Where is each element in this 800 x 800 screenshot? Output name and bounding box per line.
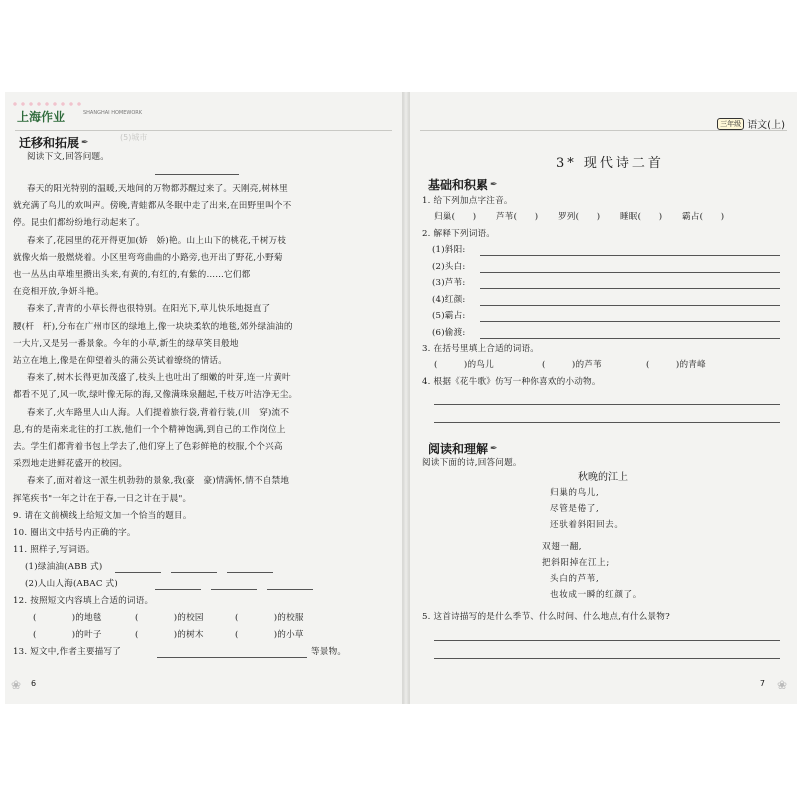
feather-icon: ✒ <box>81 137 89 148</box>
header-rule <box>15 130 392 131</box>
passage-line: 去。学生们都背着书包上学去了,他们穿上了色彩鲜艳的校服,个个兴高 <box>13 442 283 452</box>
q1-item: 睡眠( ) <box>620 212 663 222</box>
q1-item: 芦苇( ) <box>496 212 539 222</box>
question-3: 3. 在括号里填上合适的词语。 <box>422 344 540 354</box>
q12-item: ( )的小草 <box>235 630 304 640</box>
question-9: 9. 请在文前横线上给短文加一个恰当的题目。 <box>13 511 192 521</box>
passage-line: 就充满了鸟儿的欢叫声。傍晚,青蛙都从冬眠中走了出来,在田野里叫个不 <box>13 201 292 212</box>
answer-line[interactable] <box>434 422 780 423</box>
subject-label: 语文(上) <box>747 120 785 131</box>
question-12: 12. 按照短文内容填上合适的词语。 <box>13 596 154 606</box>
paw-icon: ❀ <box>11 678 22 692</box>
q3-item: ( )的鸟儿 <box>434 360 494 370</box>
q12-item: ( )的校服 <box>235 613 304 623</box>
section-title-basics: 基础和积累 ✒ <box>428 178 498 192</box>
title-blank[interactable] <box>155 174 239 175</box>
header-right <box>717 116 785 131</box>
answer-blank[interactable] <box>227 572 273 573</box>
question-11-1: (1)绿油油(ABB 式) <box>25 562 103 572</box>
poem-line: 双翅一翻, <box>542 542 583 552</box>
answer-blank[interactable] <box>171 572 217 573</box>
passage-line: 春天的阳光特别的温暖,天地间的万物都苏醒过来了。天刚亮,树林里 <box>27 184 288 194</box>
passage-line: 一大片,又是另一番景象。今年的小草,新生的绿草笑目般地 <box>13 338 239 349</box>
q2-item: (2)头白: <box>432 261 466 272</box>
q2-item: (1)斜阳: <box>432 245 466 255</box>
question-13-tail: 等景物。 <box>311 647 347 657</box>
poem-line: 归巢的鸟儿, <box>550 488 600 498</box>
answer-blank[interactable] <box>267 589 313 590</box>
question-5: 5. 这首诗描写的是什么季节、什么时间、什么地点,有什么景物? <box>422 612 670 622</box>
passage-line: 采烈地走进鲜花盛开的校园。 <box>13 459 128 470</box>
passage-line: 春来了,树木长得更加茂盛了,枝头上也吐出了细嫩的叶芽,连一片黄叶 <box>27 373 291 384</box>
header-brand: 上海作业 <box>17 110 66 124</box>
grade-badge: 三年级 <box>717 118 744 130</box>
q12-item: ( )的校园 <box>135 613 204 623</box>
header-rule <box>420 130 787 131</box>
header-brand-sub: SHANGHAI HOMEWORK <box>83 110 143 116</box>
q1-item: 罗列( ) <box>558 212 601 222</box>
answer-blank[interactable] <box>115 572 161 573</box>
passage-line: 都看不见了,风一吹,绿叶像无际的海,又像满珠泉翻起,千枝万叶洁净无尘。 <box>13 390 298 401</box>
answer-line[interactable] <box>434 658 780 659</box>
question-11-2: (2)人山人海(ABAC 式) <box>25 579 118 589</box>
q2-item: (6)偷渡: <box>432 327 466 338</box>
answer-line[interactable] <box>480 321 780 322</box>
intro-text: 阅读下文,回答问题。 <box>27 152 110 162</box>
passage-line: 挥笔疾书"一年之计在于春,一日之计在于晨"。 <box>13 493 192 504</box>
passage-line: 也一丛丛由草堆里攒出头来,有黄的,有红的,有紫的……它们都 <box>13 270 251 280</box>
section-title-transfer: 迁移和拓展 ✒ <box>19 136 89 150</box>
page-number: 7 <box>759 679 765 688</box>
q2-item: (5)霸占: <box>432 311 466 321</box>
poem-line: 尽管是倦了, <box>550 504 600 514</box>
answer-blank[interactable] <box>155 589 201 590</box>
page-number: 6 <box>31 679 37 688</box>
poem-line: 把斜阳掉在江上; <box>542 558 610 568</box>
passage-line: 息,有的是南来北往的打工族,他们一个个精神饱满,到自己的工作岗位上 <box>13 424 286 435</box>
q1-item: 霸占( ) <box>682 212 725 222</box>
q12-item: ( )的地毯 <box>33 613 102 623</box>
passage-line: 就像火焰一般燃烧着。小区里弯弯曲曲的小路旁,也开出了野花,小野菊 <box>13 252 283 263</box>
q3-item: ( )的芦苇 <box>542 360 602 370</box>
question-13: 13. 短文中,作者主要描写了 <box>13 647 122 657</box>
intro-text: 阅读下面的诗,回答问题。 <box>422 458 522 468</box>
answer-line[interactable] <box>434 404 780 405</box>
question-2: 2. 解释下列词语。 <box>422 229 496 239</box>
passage-line: 春来了,青青的小草长得也很特别。在阳光下,草儿快乐地挺直了 <box>27 304 271 315</box>
question-4: 4. 根据《花牛歌》仿写一种你喜欢的小动物。 <box>422 377 601 387</box>
q12-item: ( )的树木 <box>135 630 204 640</box>
q12-item: ( )的叶子 <box>33 630 102 640</box>
passage-line: 春来了,面对着这一派生机勃勃的景象,我(豪 豪)情满怀,情不自禁地 <box>27 476 290 487</box>
answer-blank[interactable] <box>211 589 257 590</box>
poem-line: 还驮着斜阳回去。 <box>550 520 624 530</box>
right-page <box>409 92 797 704</box>
question-11: 11. 照样子,写词语。 <box>13 545 95 555</box>
answer-line[interactable] <box>434 640 780 641</box>
q3-item: ( )的青峰 <box>646 360 706 370</box>
q2-item: (4)红颜: <box>432 294 466 305</box>
passage-line: 春来了,火车路里人山人海。人们提着旅行袋,背着行装,(川 穿)流不 <box>27 407 290 418</box>
answer-line[interactable] <box>480 288 780 289</box>
passage-line: 腰(杆 杆),分布在广州市区的绿地上,像一块块柔软的地毯,郊外绿油油的 <box>13 321 293 332</box>
answer-blank[interactable] <box>157 657 307 658</box>
answer-line[interactable] <box>480 272 780 273</box>
passage-line: 停。昆虫们都纷纷地行动起来了。 <box>13 218 145 229</box>
answer-line[interactable] <box>480 338 780 339</box>
chapter-title: 3* 现代诗二首 <box>556 156 664 171</box>
left-page <box>5 92 403 704</box>
paw-icon: ❀ <box>776 678 787 692</box>
feather-icon: ✒ <box>490 443 498 454</box>
section-title-reading: 阅读和理解 ✒ <box>428 442 498 456</box>
question-10: 10. 圈出文中括号内正确的字。 <box>13 528 136 538</box>
question-1: 1. 给下列加点字注音。 <box>422 196 513 206</box>
answer-line[interactable] <box>480 305 780 306</box>
poem-title: 秋晚的江上 <box>578 472 628 483</box>
passage-line: 站立在地上,像是在仰望着头的蒲公英试着缭绕的情话。 <box>13 356 227 366</box>
feather-icon: ✒ <box>490 179 498 190</box>
bleed-through-text: (5)城市 <box>120 133 148 142</box>
poem-line: 也妆成一瞬的红颜了。 <box>550 590 642 600</box>
q2-item: (3)芦苇: <box>432 278 466 288</box>
answer-line[interactable] <box>480 255 780 256</box>
poem-line: 头白的芦苇, <box>550 574 600 584</box>
passage-line: 春来了,花园里的花开得更加(娇 娇)艳。山上山下的桃花,千树万枝 <box>27 235 287 246</box>
q1-item: 归巢( ) <box>434 212 477 222</box>
passage-line: 在竞相开放,争妍斗艳。 <box>13 287 104 298</box>
